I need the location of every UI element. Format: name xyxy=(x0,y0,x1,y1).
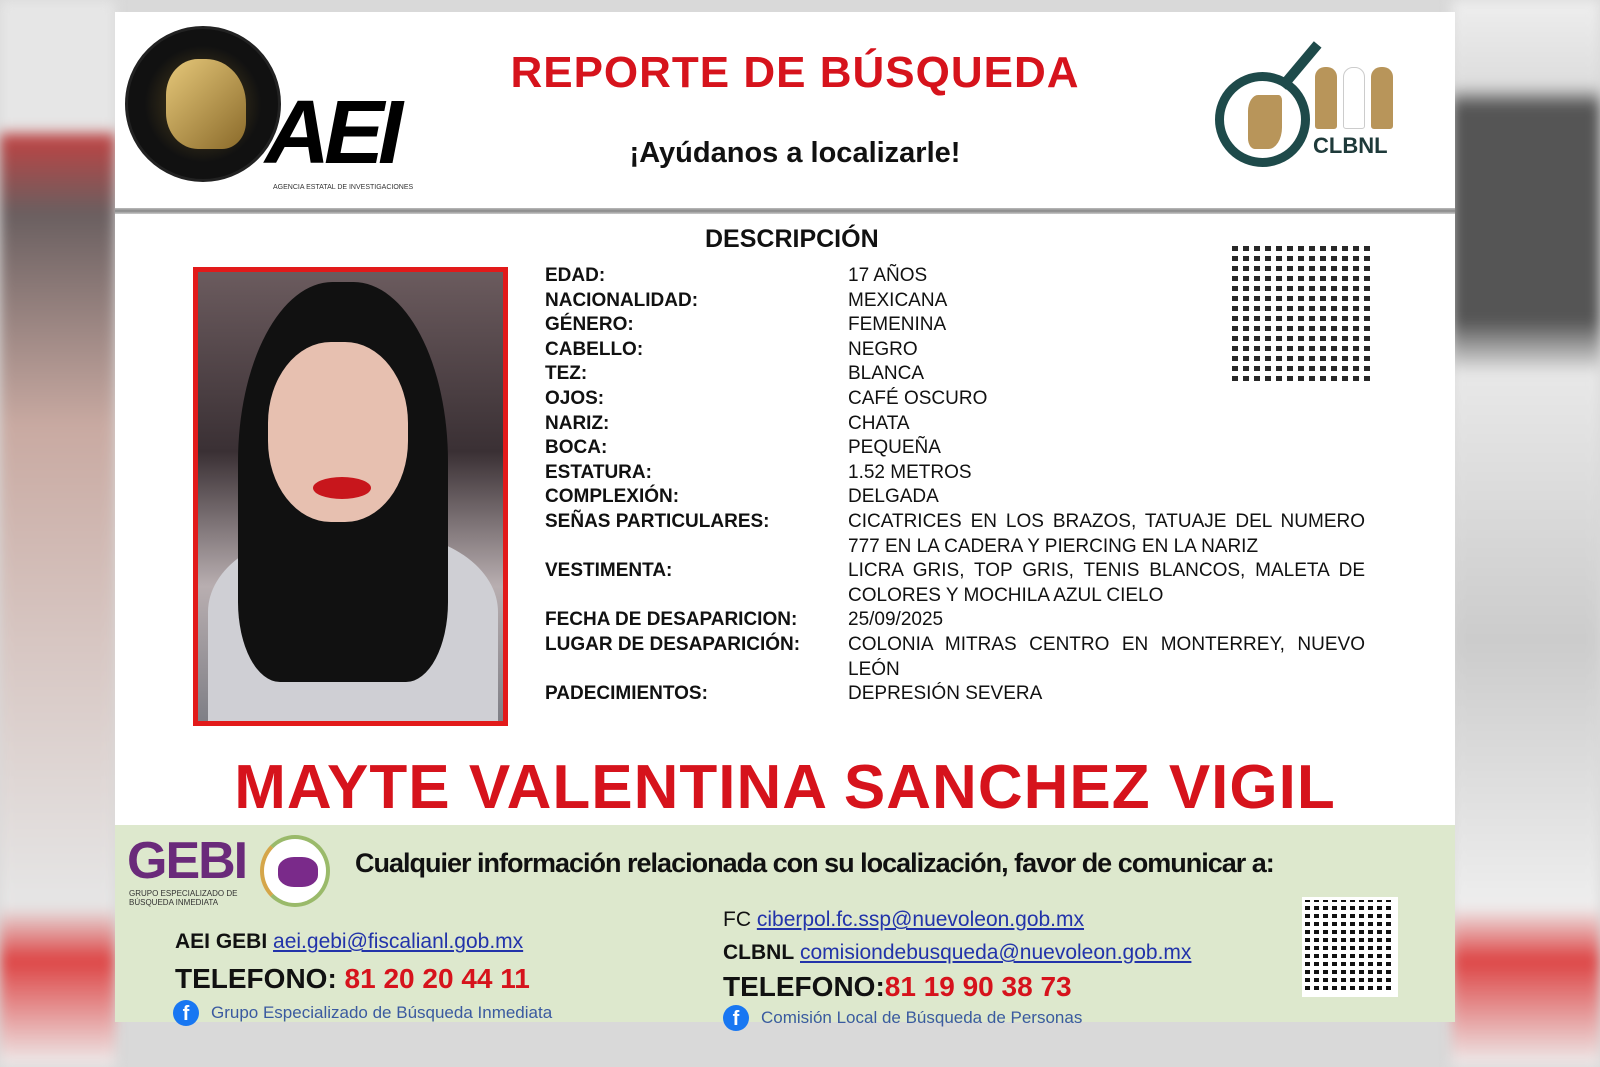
aei-logo-subtitle: AGENCIA ESTATAL DE INVESTIGACIONES xyxy=(273,184,414,191)
description-heading: DESCRIPCIÓN xyxy=(705,225,879,253)
description-row xyxy=(545,559,1365,608)
divider xyxy=(115,208,1455,214)
fc-email-link[interactable]: ciberpol.fc.ssp@nuevoleon.gob.mx xyxy=(756,908,1085,931)
description-row xyxy=(545,633,1365,682)
description-row xyxy=(545,461,1365,486)
phone-label: TELEFONO: xyxy=(723,971,885,1002)
field-value: 25/09/2025 xyxy=(848,609,944,631)
phone-number[interactable]: 81 20 20 44 11 xyxy=(344,963,530,994)
phone-number[interactable]: 81 19 90 38 73 xyxy=(884,971,1072,1002)
field-value: CICATRICES EN LOS BRAZOS, TATUAJE DEL NUMERO 777 EN LA CADERA Y PIERCING EN LA NARIZ xyxy=(848,510,1365,557)
field-label: GÉNERO: xyxy=(545,314,634,336)
field-value: FEMENINA xyxy=(848,314,947,336)
field-label: NARIZ: xyxy=(545,412,610,434)
description-row xyxy=(545,485,1365,510)
qr-code[interactable] xyxy=(1228,240,1378,390)
right-phone xyxy=(723,971,1072,1003)
description-row xyxy=(545,682,1365,707)
blurred-background-right xyxy=(1452,0,1600,1067)
page-title: REPORTE DE BÚSQUEDA xyxy=(510,48,1080,97)
header xyxy=(115,12,1455,210)
field-value: LICRA GRIS, TOP GRIS, TENIS BLANCOS, MALETA DE COLORES Y MOCHILA AZUL CIELO xyxy=(848,560,1365,606)
person-photo xyxy=(193,267,508,726)
phone-label: TELEFONO: xyxy=(175,963,337,994)
aei-gebi-contact xyxy=(175,929,523,955)
field-label: OJOS: xyxy=(545,387,605,409)
contact-label: CLBNL xyxy=(723,941,795,964)
field-value: MEXICANA xyxy=(848,289,948,311)
contact-footer xyxy=(115,825,1455,1030)
left-phone xyxy=(175,963,530,995)
facebook-icon: f xyxy=(723,1005,749,1031)
facebook-link-clbnl[interactable] xyxy=(723,1005,1082,1031)
field-label: LUGAR DE DESAPARICIÓN: xyxy=(545,633,801,655)
field-value: 17 AÑOS xyxy=(848,265,928,286)
field-label: COMPLEXIÓN: xyxy=(545,486,680,508)
field-label: VESTIMENTA: xyxy=(545,560,673,582)
page-subtitle: ¡Ayúdanos a localizarle! xyxy=(629,137,961,169)
contact-prompt: Cualquier información relacionada con su localización, favor de comunicar a: xyxy=(355,848,1274,878)
field-value: PEQUEÑA xyxy=(848,437,941,459)
field-value: CAFÉ OSCURO xyxy=(848,387,988,409)
clbnl-email-link[interactable]: comisiondebusqueda@nuevoleon.gob.mx xyxy=(800,941,1192,964)
description-row xyxy=(545,510,1365,559)
field-label: PADECIMIENTOS: xyxy=(545,683,708,705)
description-row xyxy=(545,387,1365,412)
gebi-logo: GEBI xyxy=(127,832,247,890)
field-value: DEPRESIÓN SEVERA xyxy=(848,683,1043,705)
search-report-poster xyxy=(115,12,1455,1030)
clbnl-logo xyxy=(1215,32,1415,182)
facebook-link-gebi[interactable] xyxy=(173,1000,552,1026)
hand-logo-icon xyxy=(260,835,330,907)
contact-label: FC xyxy=(723,908,751,931)
person-icon xyxy=(1343,67,1365,129)
description-row xyxy=(545,412,1365,437)
clbnl-contact xyxy=(723,940,1191,966)
field-label: CABELLO: xyxy=(545,338,644,360)
field-label: ESTATURA: xyxy=(545,461,652,483)
contact-label: AEI GEBI xyxy=(175,930,268,953)
field-value: NEGRO xyxy=(848,338,918,360)
field-label: SEÑAS PARTICULARES: xyxy=(545,510,770,532)
blurred-background-left xyxy=(0,0,115,1067)
person-icon xyxy=(1315,67,1337,129)
field-value: CHATA xyxy=(848,412,910,434)
field-value: COLONIA MITRAS CENTRO EN MONTERREY, NUEVO LEÓN xyxy=(848,633,1365,680)
description-row xyxy=(545,436,1365,461)
facebook-page-name: Comisión Local de Búsqueda de Personas xyxy=(761,1008,1083,1027)
field-value: BLANCA xyxy=(848,363,925,385)
person-icon xyxy=(1371,67,1393,129)
gebi-logo-subtitle: GRUPO ESPECIALIZADO DE BÚSQUEDA INMEDIATA xyxy=(129,889,238,907)
aei-gebi-email-link[interactable]: aei.gebi@fiscalianl.gob.mx xyxy=(273,930,524,953)
field-label: FECHA DE DESAPARICION: xyxy=(545,609,798,631)
field-label: BOCA: xyxy=(545,437,608,459)
clbnl-logo-text: CLBNL xyxy=(1313,133,1388,158)
field-value: DELGADA xyxy=(848,486,939,508)
field-label: NACIONALIDAD: xyxy=(545,289,699,311)
field-value: 1.52 METROS xyxy=(848,461,972,483)
person-name: MAYTE VALENTINA SANCHEZ VIGIL xyxy=(234,753,1336,822)
facebook-page-name: Grupo Especializado de Búsqueda Inmediata xyxy=(211,1003,553,1022)
field-label: EDAD: xyxy=(545,265,606,286)
facebook-icon: f xyxy=(173,1000,199,1026)
qr-code-footer[interactable] xyxy=(1302,897,1398,997)
fc-contact xyxy=(723,907,1084,933)
magnifier-icon xyxy=(1215,72,1310,167)
description-row xyxy=(545,608,1365,633)
field-label: TEZ: xyxy=(545,363,588,385)
aei-logo: AEI xyxy=(265,83,398,183)
